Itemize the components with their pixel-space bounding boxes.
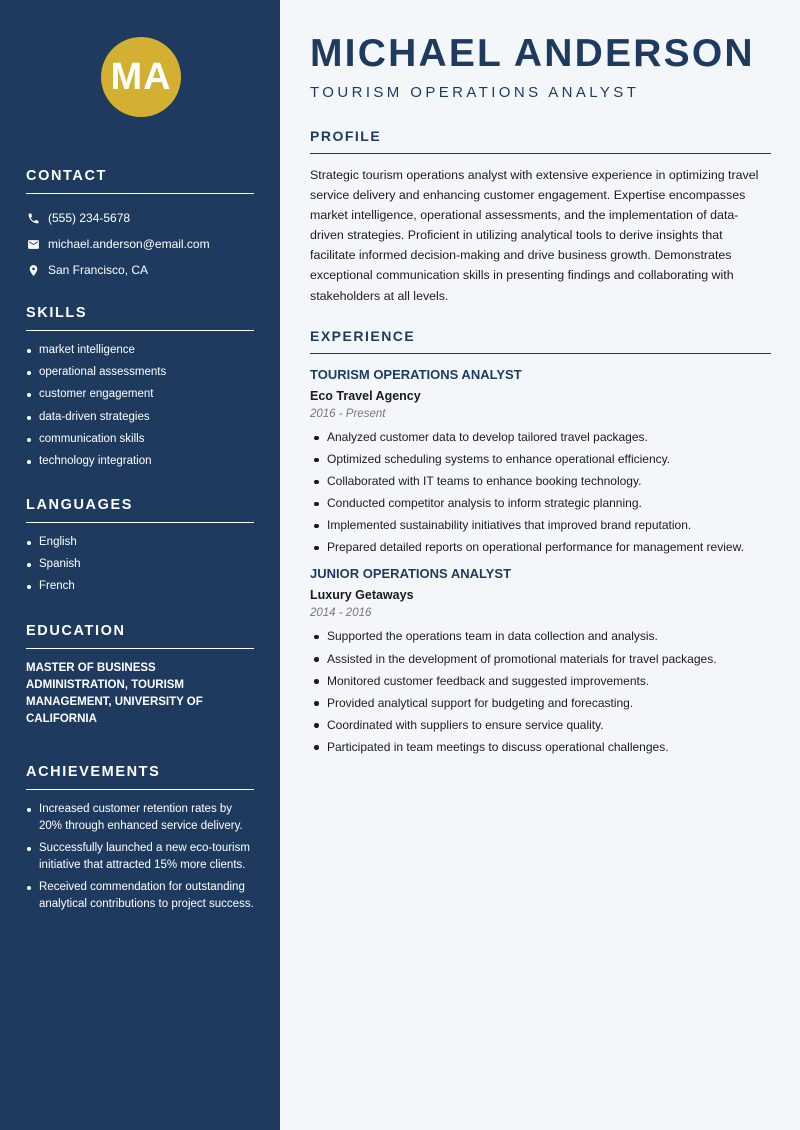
- job-dates: 2014 - 2016: [310, 607, 372, 620]
- skills-list: [26, 342, 254, 470]
- contact-list: [26, 205, 254, 283]
- skill-item: customer engagement: [26, 386, 254, 403]
- profile-heading: PROFILE: [310, 128, 771, 154]
- languages-heading: LANGUAGES: [26, 497, 254, 523]
- achievements-heading: ACHIEVEMENTS: [26, 764, 254, 790]
- sidebar: [0, 0, 280, 1130]
- location-text: San Francisco, CA: [48, 263, 149, 277]
- job-dates: 2016 - Present: [310, 408, 386, 420]
- job-bullet: Conducted competitor analysis to inform strategic planning.: [310, 495, 771, 512]
- profile-section: [310, 128, 771, 306]
- job-role: TOURISM OPERATIONS ANALYST: [310, 367, 522, 382]
- job-bullets: [310, 628, 771, 755]
- achievements-list: [26, 801, 254, 913]
- job-entry: [310, 367, 771, 556]
- phone-icon: [26, 211, 40, 225]
- profile-text: Strategic tourism operations analyst with extensive experience in optimizing travel service delivery and enhancing customer engagement. Expertise encompasses market intelligence, operational assessments, and the implementation of data-driven strategies. Proficient in utilizing analytical tools to derive insights that facilitate informed decision-making and drive business growth. Demonstrates exceptional communication skills in presenting findings and collaborating with stakeholders at all levels.: [310, 168, 759, 303]
- contact-phone: [26, 205, 254, 231]
- skill-item: communication skills: [26, 431, 254, 448]
- language-item: Spanish: [26, 556, 254, 573]
- job-role: JUNIOR OPERATIONS ANALYST: [310, 566, 512, 582]
- job-bullet: Optimized scheduling systems to enhance operational efficiency.: [310, 451, 771, 468]
- experience-heading: EXPERIENCE: [310, 328, 771, 354]
- job-bullet: Collaborated with IT teams to enhance booking technology.: [310, 473, 771, 490]
- phone-text: (555) 234-5678: [48, 211, 131, 225]
- job-bullet: Supported the operations team in data collection and analysis.: [310, 628, 771, 645]
- contact-section: [26, 168, 254, 283]
- skill-item: technology integration: [26, 453, 254, 470]
- job-bullet: Monitored customer feedback and suggested improvements.: [310, 673, 771, 690]
- achievements-section: [26, 764, 254, 918]
- job-company: Eco Travel Agency: [310, 389, 421, 403]
- job-entry: [310, 566, 771, 755]
- candidate-name: MICHAEL ANDERSON: [310, 32, 755, 75]
- achievement-item: Increased customer retention rates by 20% through enhanced service delivery.: [26, 801, 254, 835]
- language-item: French: [26, 578, 254, 595]
- job-bullet: Coordinated with suppliers to ensure service quality.: [310, 717, 771, 734]
- candidate-title: TOURISM OPERATIONS ANALYST: [310, 84, 640, 101]
- mail-icon: [26, 237, 40, 251]
- skill-item: market intelligence: [26, 342, 254, 359]
- languages-list: [26, 534, 254, 595]
- achievement-item: Successfully launched a new eco-tourism initiative that attracted 15% more clients.: [26, 840, 254, 874]
- job-bullet: Assisted in the development of promotional materials for travel packages.: [310, 651, 771, 668]
- job-bullet: Analyzed customer data to develop tailored travel packages.: [310, 429, 771, 446]
- job-bullet: Participated in team meetings to discuss operational challenges.: [310, 739, 771, 756]
- education-section: [26, 623, 254, 728]
- contact-location: [26, 257, 254, 283]
- education-heading: EDUCATION: [26, 623, 254, 649]
- skill-item: operational assessments: [26, 364, 254, 381]
- language-item: English: [26, 534, 254, 551]
- contact-heading: CONTACT: [26, 168, 254, 194]
- education-degree: MASTER OF BUSINESS ADMINISTRATION, TOURISM MANAGEMENT, UNIVERSITY OF CALIFORNIA: [26, 662, 203, 725]
- email-text: michael.anderson@email.com: [48, 237, 210, 251]
- location-pin-icon: [26, 263, 40, 277]
- contact-email: [26, 231, 254, 257]
- job-company: Luxury Getaways: [310, 588, 414, 603]
- experience-section: [310, 328, 771, 761]
- job-bullet: Prepared detailed reports on operational performance for management review.: [310, 539, 771, 556]
- job-bullet: Implemented sustainability initiatives that improved brand reputation.: [310, 517, 771, 534]
- skills-heading: SKILLS: [26, 305, 254, 331]
- job-bullets: [310, 429, 771, 556]
- achievement-item: Received commendation for outstanding analytical contributions to project success.: [26, 879, 254, 913]
- skill-item: data-driven strategies: [26, 409, 254, 426]
- skills-section: [26, 305, 254, 475]
- languages-section: [26, 497, 254, 601]
- job-bullet: Provided analytical support for budgeting and forecasting.: [310, 695, 771, 712]
- avatar: MA: [101, 37, 181, 117]
